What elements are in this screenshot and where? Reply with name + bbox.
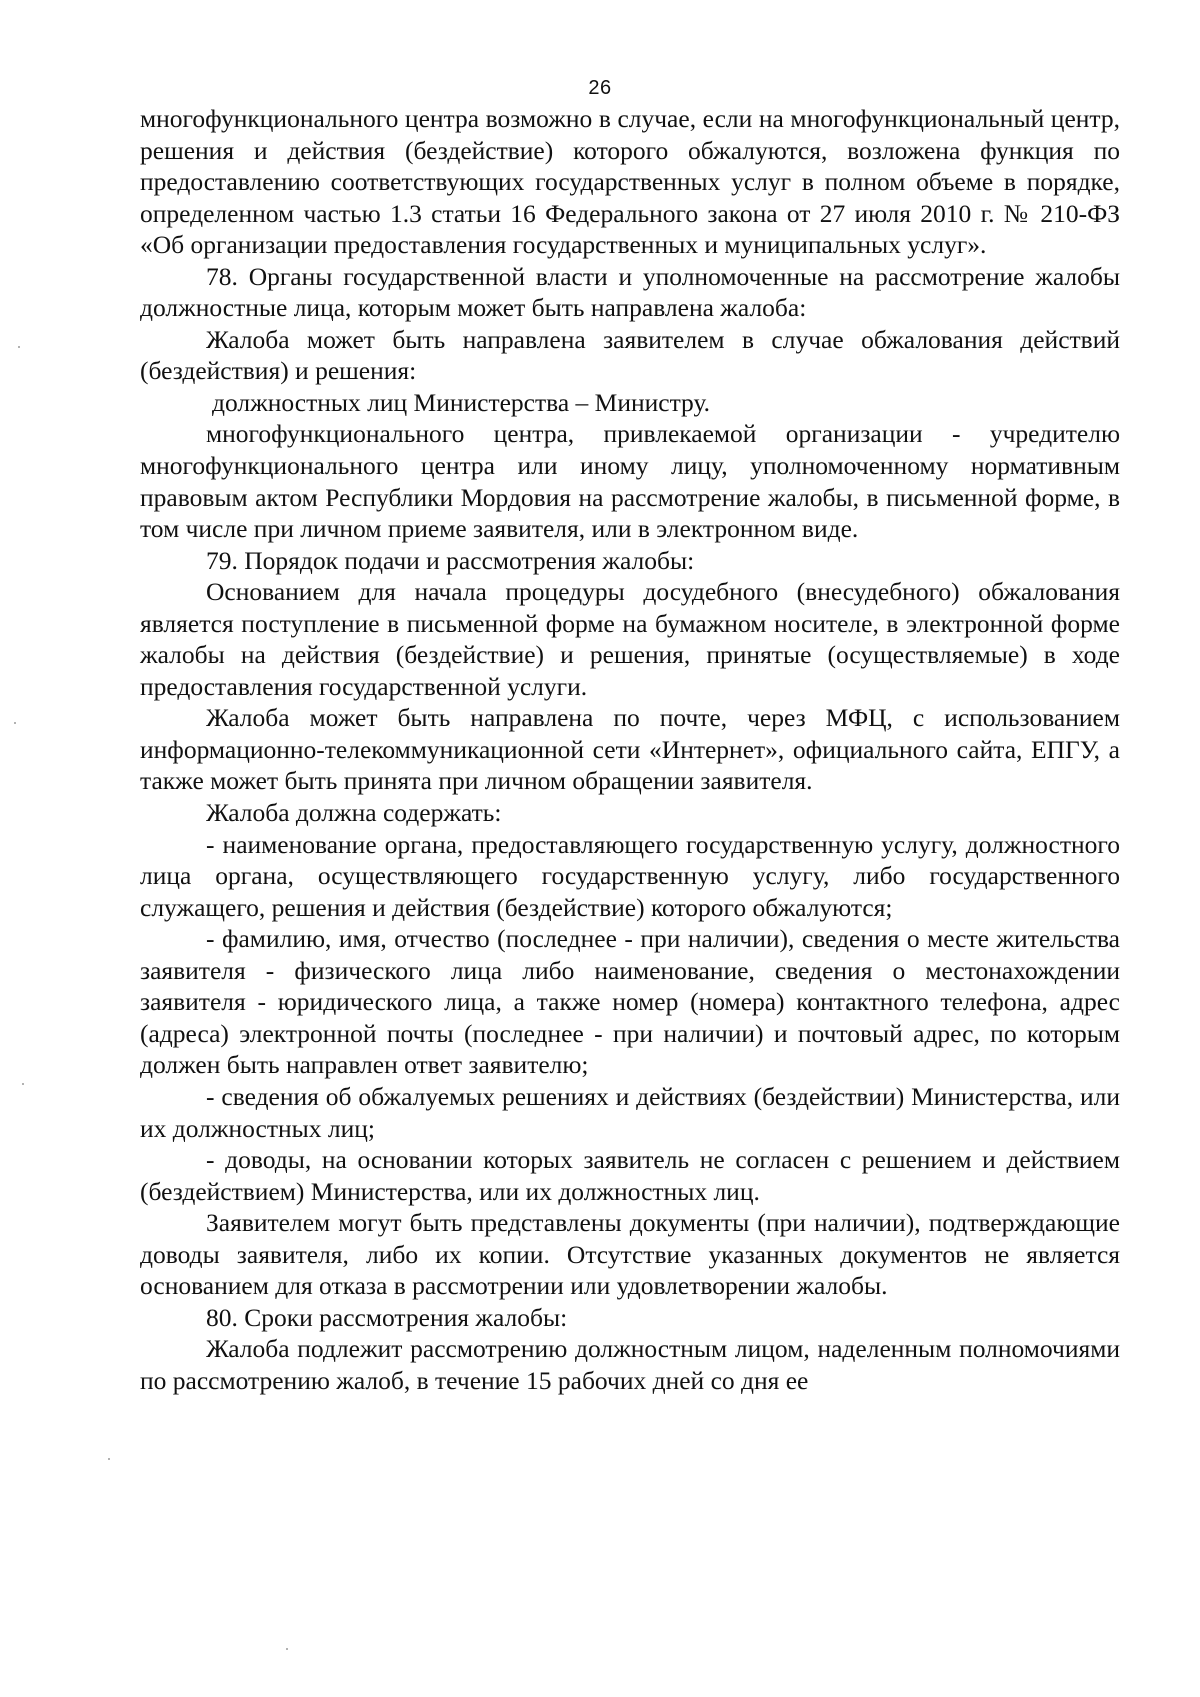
paragraph-ministry-officials: должностных лиц Министерства – Министру. [212,387,711,417]
list-item-authority-name: - наименование органа, предоставляющего государственную услугу, должностного лица органа, осуществляющего государственную услугу, либо государственного служащего, решения и действия (бездействие) которого обжалуются; [140,829,1120,922]
paragraph-80-heading: 80. Сроки рассмотрения жалобы: [206,1302,568,1332]
scan-speck [286,1648,288,1650]
document-body [140,103,1120,1396]
paragraph-contents-intro: Жалоба должна содержать: [206,798,502,828]
paragraph-continuation: многофункционального центра возможно в случае, если на многофункциональный центр, решения и действия (бездействие) которого обжалуются, возложена функция по предоставлению соответствующих государственных услуг в полном объеме в порядке, определенном частью 1.3 статьи 16 Федерального закона от 27 июля 2010 г. № 210-ФЗ «Об организации предоставления государственных и муниципальных услуг». [140,104,1120,260]
paragraph-supporting-documents: Заявителем могут быть представлены документы (при наличии), подтверждающие доводы заявителя, либо их копии. Отсутствие указанных документов не является основанием для отказа в рассмотрении или удовлетворении жалобы. [140,1208,1120,1301]
scan-speck [22,1083,24,1085]
paragraph-submission-channels: Жалоба может быть направлена по почте, через МФЦ, с использованием информационно-телекоммуникационной сети «Интернет», официального сайта, ЕПГУ, а также может быть принята при личном обращении заявителя. [140,703,1120,796]
scan-speck [14,722,16,724]
scan-speck [108,1458,110,1460]
paragraph-mfc: многофункционального центра, привлекаемой организации - учредителю многофункционального центра или иному лицу, уполномоченному нормативным правовым актом Республики Мордовия на рассмотрение жалобы, в письменной форме, в том числе при личном приеме заявителя, или в электронном виде. [140,419,1120,544]
scan-speck [18,346,20,348]
paragraph-grounds: Основанием для начала процедуры досудебного (внесудебного) обжалования является поступление в письменной форме на бумажном носителе, в электронной форме жалобы на действия (бездействие) и решения, принятые (осуществляемые) в ходе предоставления государственной услуги. [140,577,1120,701]
paragraph-78-heading: 78. Органы государственной власти и уполномоченные на рассмотрение жалобы должностные лица, которым может быть направлена жалоба: [140,261,1120,323]
paragraph-review-term: Жалоба подлежит рассмотрению должностным лицом, наделенным полномочиями по рассмотрению жалоб, в течение 15 рабочих дней со дня ее [140,1334,1120,1395]
paragraph-79-heading: 79. Порядок подачи и рассмотрения жалобы: [206,545,695,575]
list-item-applicant-details: - фамилию, имя, отчество (последнее - при наличии), сведения о месте жительства заявителя - физического лица либо наименование, сведения о местонахождении заявителя - юридического лица, а также номер (номера) контактного телефона, адрес (адреса) электронной почты (последнее - при наличии) и почтовый адрес, по которым должен быть направлен ответ заявителю; [140,924,1120,1080]
paragraph-complaint-direction: Жалоба может быть направлена заявителем в случае обжалования действий (бездействия) и решения: [140,324,1120,386]
list-item-appealed-decisions: - сведения об обжалуемых решениях и действиях (бездействии) Министерства, или их должностных лиц; [140,1081,1120,1143]
page-number: 26 [588,77,612,99]
list-item-arguments: - доводы, на основании которых заявитель не согласен с решением и действием (бездействием) Министерства, или их должностных лиц. [140,1145,1120,1206]
